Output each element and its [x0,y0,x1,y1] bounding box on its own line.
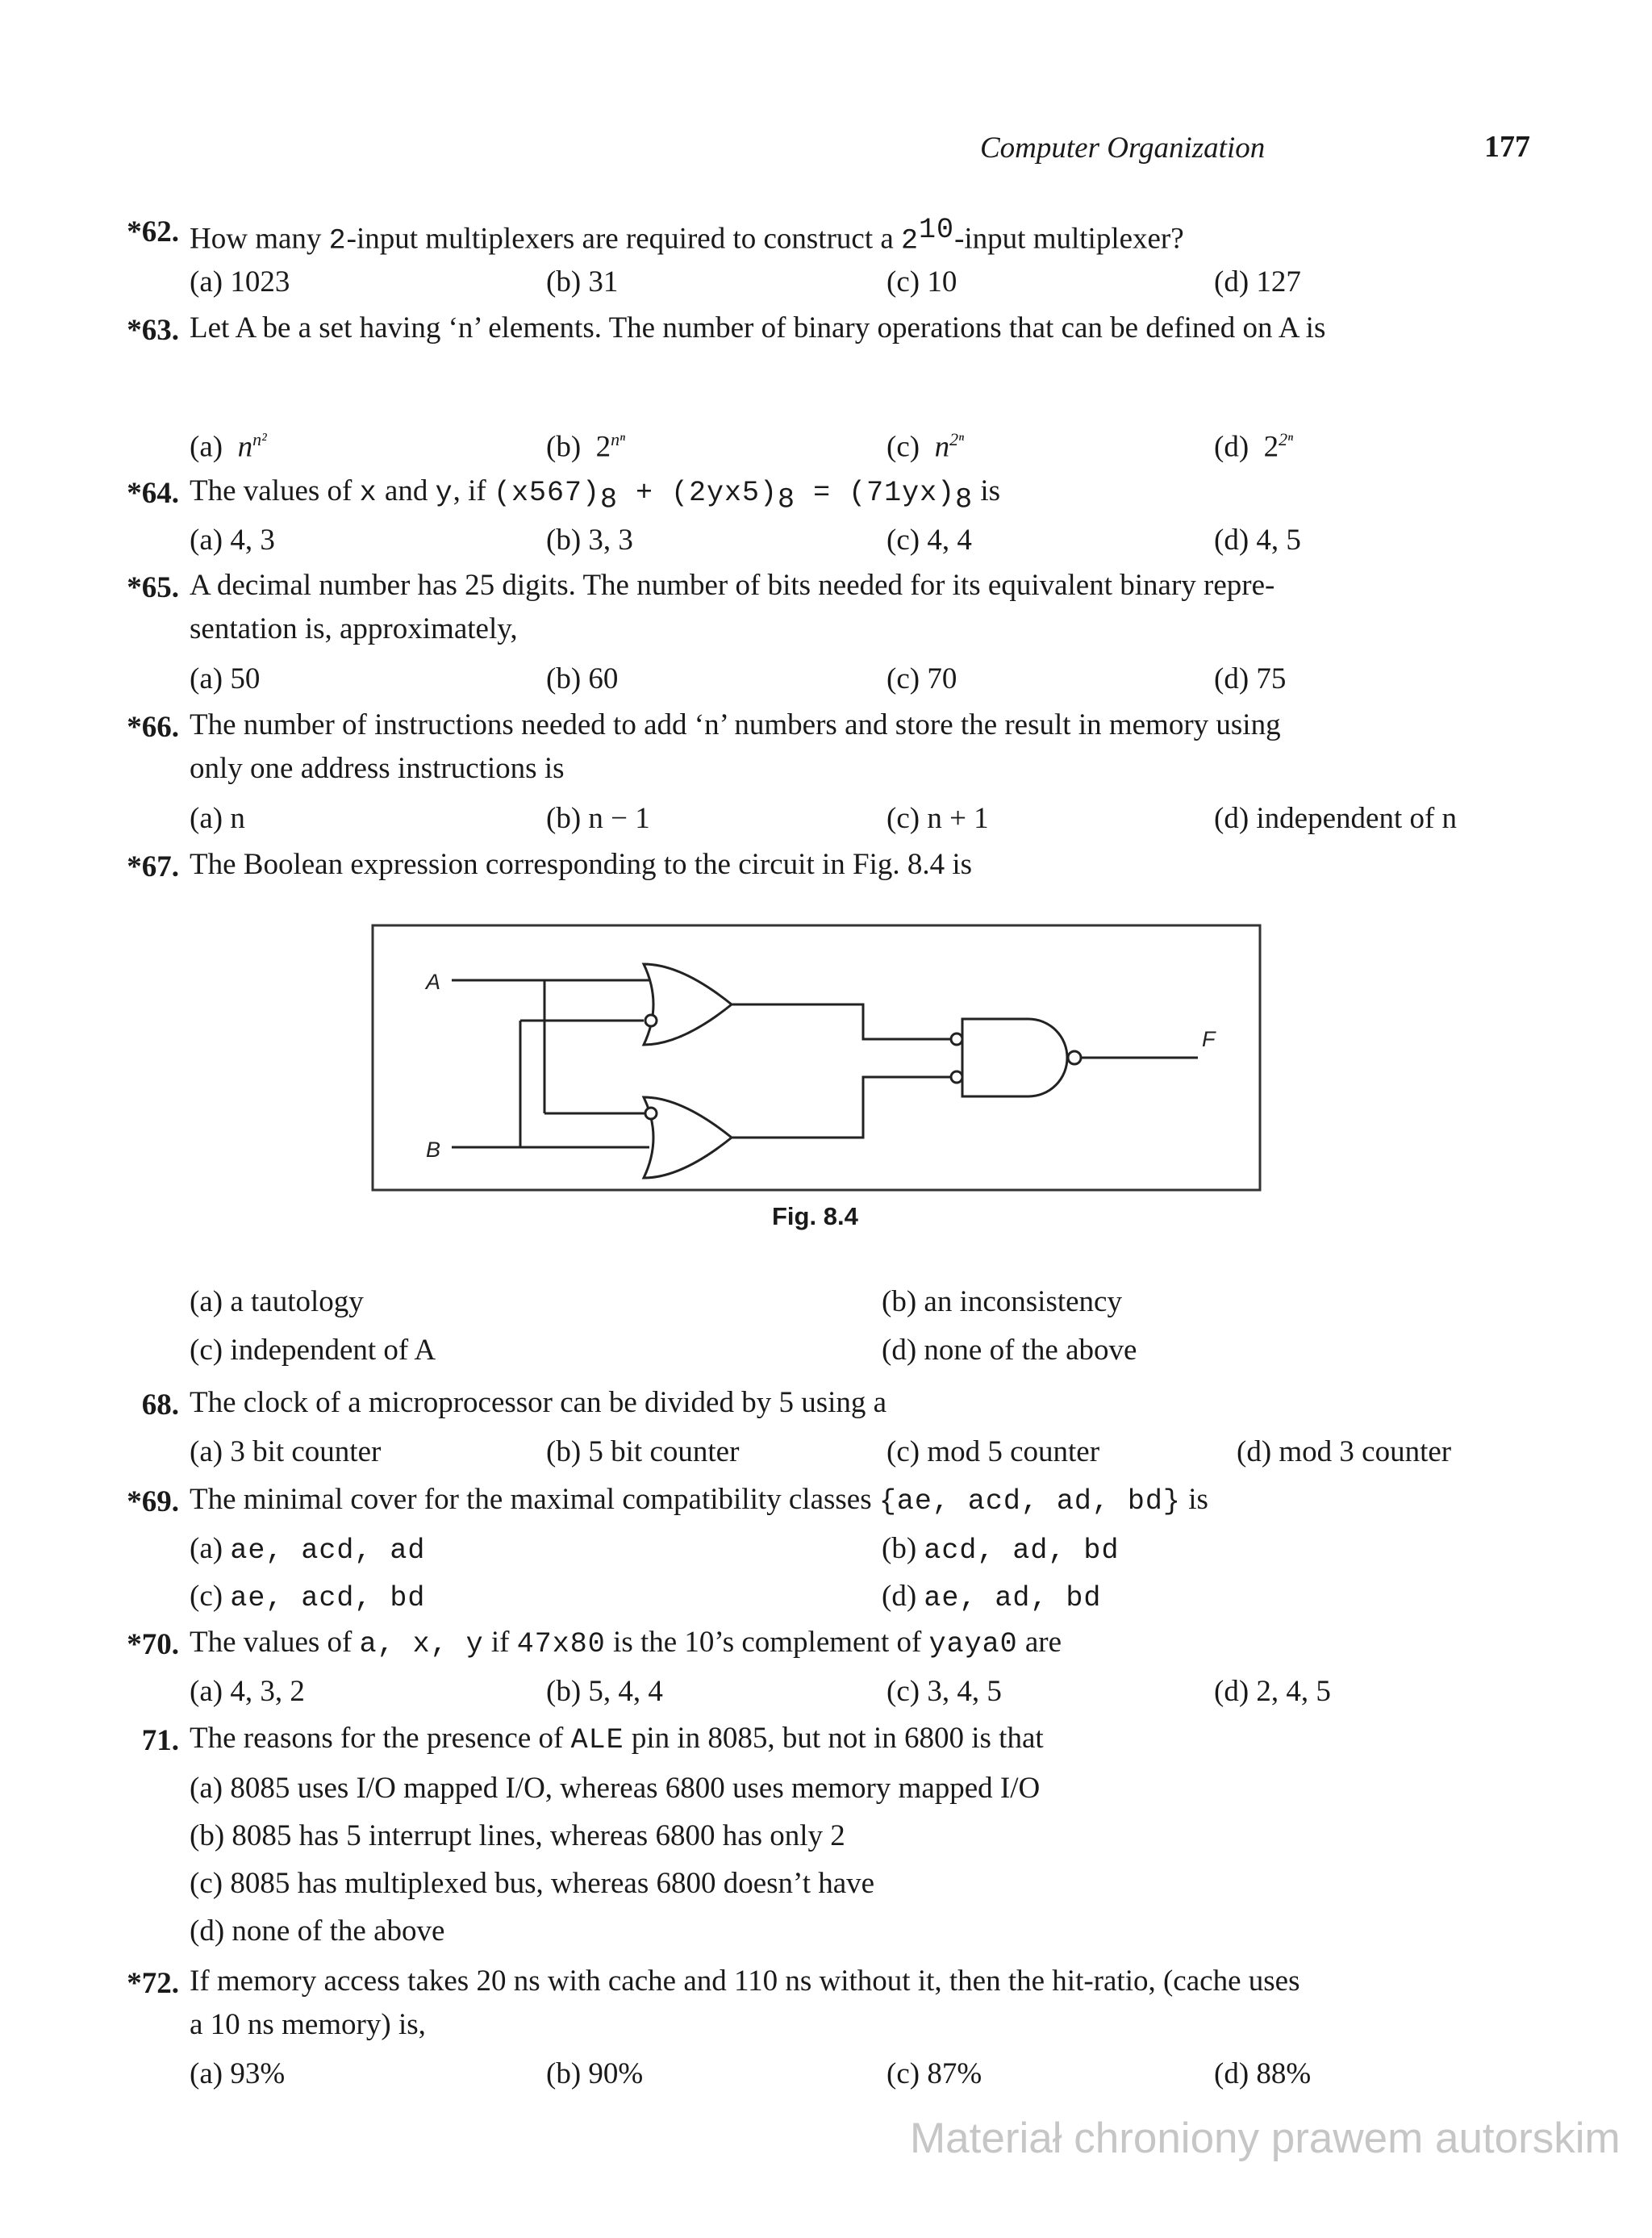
inverter-bubble [645,1015,657,1026]
option-b: (b) 60 [546,662,619,695]
question-number: 68. [141,1388,179,1422]
nand-output-bubble [1068,1051,1081,1064]
circuit-diagram [371,920,1266,1198]
option-c: (c) 8085 has multiplexed bus, whereas 6800 doesn’t have [190,1867,875,1900]
option-d: (d) none of the above [190,1914,445,1948]
option-c: (c) 70 [886,662,957,695]
question-65-line2: sentation is, approximately, [190,612,518,645]
option-d: (d) ae, ad, bd [882,1580,1102,1614]
question-65-line1: A decimal number has 25 digits. The number of bits needed for its equivalent binary repre- [190,569,1275,602]
question-number: *66. [127,711,179,744]
question-71-text: The reasons for the presence of ALE pin in 8085, but not in 6800 is that [190,1722,1044,1756]
option-a: (a) 93% [190,2057,286,2090]
question-number: *67. [127,850,179,883]
option-b: (b) n − 1 [546,802,650,835]
question-number: *64. [127,477,179,510]
option-a: (a) 4, 3 [190,524,275,557]
question-64-text: The values of x and y, if $(x567)_8 + (2yx5)_8 = (71yx)_8$ is [190,474,1001,516]
option-d: (d) $2^{2^n}$ [1214,429,1294,464]
question-number: *70. [127,1628,179,1661]
label-a: A [426,970,441,994]
option-c: (c) ae, acd, bd [190,1580,426,1614]
option-a: (a) 50 [190,662,261,695]
option-b: (b) an inconsistency [882,1285,1122,1318]
or2-output-wire [732,1077,962,1138]
option-b: (b) 8085 has 5 interrupt lines, whereas 6800 has only 2 [190,1819,845,1852]
question-72-line1: If memory access takes 20 ns with cache and 110 ns without it, then the hit-ratio, (cache uses [190,1965,1300,1998]
question-68-text: The clock of a microprocessor can be divided by 5 using a [190,1386,887,1419]
label-b: B [426,1138,441,1162]
or-gate-1 [644,964,732,1045]
option-c: (c) mod 5 counter [886,1435,1100,1468]
option-c: (c) n + 1 [886,802,989,835]
nand-gate [962,1019,1067,1096]
option-a: (a) a tautology [190,1285,364,1318]
option-a: (a) 1023 [190,265,290,299]
question-66-line2: only one address instructions is [190,752,565,785]
question-70-text: The values of a, x, y if 47x80 is the 10’s complement of yaya0 are [190,1626,1062,1660]
option-d: (d) mod 3 counter [1237,1435,1452,1468]
option-a: (a) 8085 uses I/O mapped I/O, whereas 6800 uses memory mapped I/O [190,1772,1041,1805]
inverter-bubble [951,1071,962,1083]
page-number: 177 [1484,130,1530,164]
inverter-bubble [645,1108,657,1119]
option-a: (a) 4, 3, 2 [190,1675,305,1708]
copyright-watermark: Materiał chroniony prawem autorskim [910,2115,1621,2162]
or-gate-2 [644,1097,732,1178]
option-c: (c) 3, 4, 5 [886,1675,1002,1708]
option-b: (b) 3, 3 [546,524,633,557]
option-c: (c) 10 [886,265,957,299]
question-number: *65. [127,571,179,604]
option-a: (a) n [190,802,245,835]
option-c: (c) $n^{2^n}$ [886,429,965,464]
option-b: (b) 5, 4, 4 [546,1675,663,1708]
running-header-title: Computer Organization [980,132,1266,165]
option-a: (a) $n^{n^2}$ [190,429,267,464]
option-d: (d) 127 [1214,265,1301,299]
question-number: *69. [127,1485,179,1518]
option-b: (b) acd, ad, bd [882,1532,1120,1567]
option-b: (b) 90% [546,2057,644,2090]
question-72-line2: a 10 ns memory) is, [190,2008,426,2041]
question-63-text: Let A be a set having ‘n’ elements. The number of binary operations that can be defined on A is [190,311,1326,344]
option-c: (c) independent of A [190,1334,436,1367]
figure-caption: Fig. 8.4 [772,1202,858,1230]
option-a: (a) 3 bit counter [190,1435,382,1468]
question-66-line1: The number of instructions needed to add ‘n’ numbers and store the result in memory using [190,708,1281,741]
option-b: (b) $2^{n^n}$ [546,429,626,464]
question-number: *72. [127,1967,179,2000]
option-d: (d) 2, 4, 5 [1214,1675,1331,1708]
option-c: (c) 87% [886,2057,982,2090]
or1-output-wire [732,1004,962,1039]
question-number: *62. [127,215,179,248]
option-d: (d) 4, 5 [1214,524,1301,557]
question-62-text: How many 2-input multiplexers are required to construct a $2^{10}$-input multiplexer? [190,214,1184,257]
question-69-text: The minimal cover for the maximal compatibility classes {ae, acd, ad, bd} is [190,1483,1208,1518]
question-number: 71. [141,1724,179,1757]
option-d: (d) none of the above [882,1334,1137,1367]
option-b: (b) 31 [546,265,619,299]
option-b: (b) 5 bit counter [546,1435,740,1468]
option-d: (d) 88% [1214,2057,1312,2090]
question-number: *63. [127,314,179,347]
option-c: (c) 4, 4 [886,524,972,557]
inverter-bubble [951,1033,962,1045]
label-f: F [1202,1027,1216,1051]
question-67-text: The Boolean expression corresponding to the circuit in Fig. 8.4 is [190,848,973,881]
option-d: (d) 75 [1214,662,1287,695]
option-d: (d) independent of n [1214,802,1458,835]
option-a: (a) ae, acd, ad [190,1532,426,1567]
